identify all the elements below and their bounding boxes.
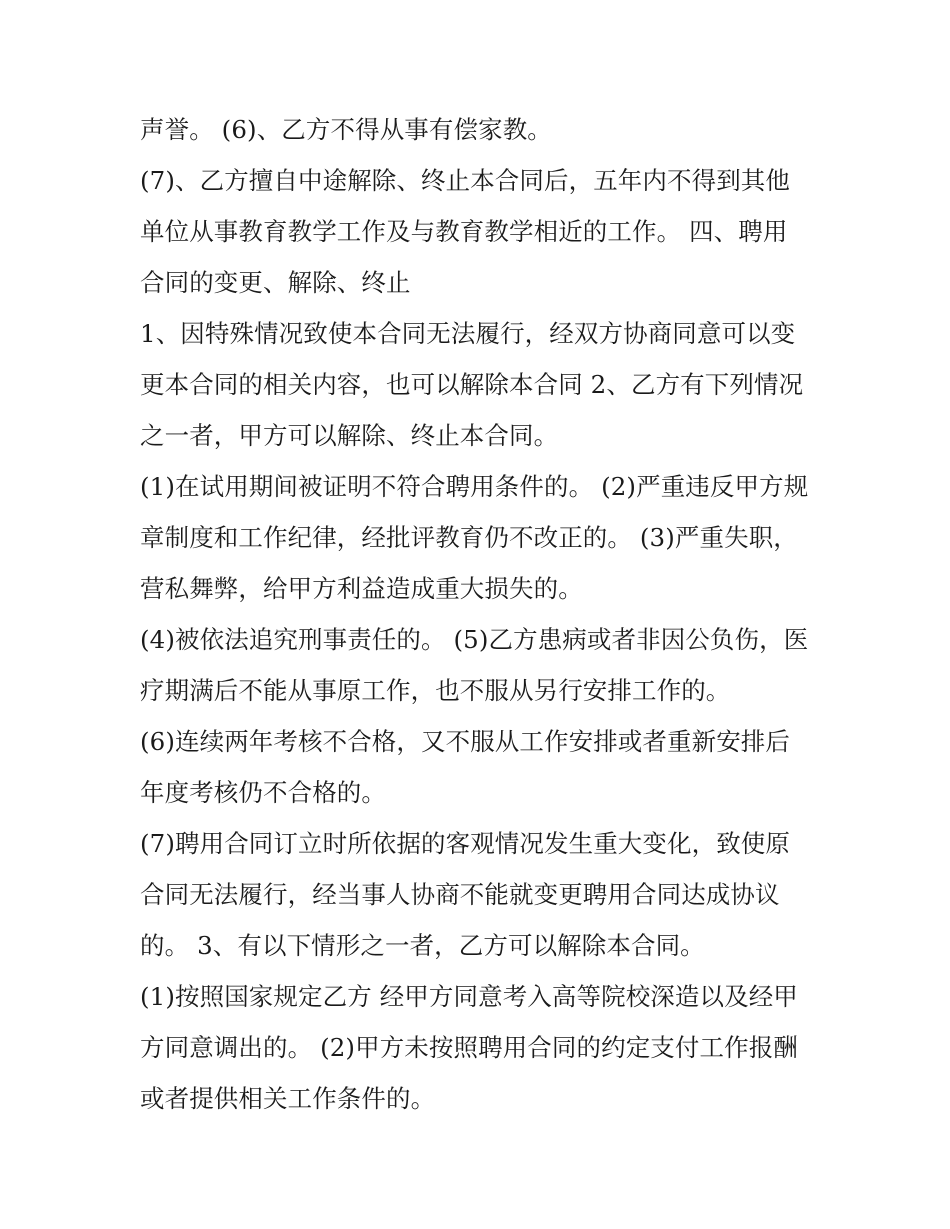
text-line: 营私舞弊，给甲方利益造成重大损失的。 bbox=[140, 574, 583, 603]
text-line: 方同意调出的。 (2)甲方未按照聘用合同的约定支付工作报酬 bbox=[140, 1033, 798, 1062]
text-line: 章制度和工作纪律，经批评教育仍不改正的。 (3)严重失职， bbox=[140, 523, 798, 552]
text-line: 合同无法履行，经当事人协商不能就变更聘用合同达成协议 bbox=[140, 880, 780, 909]
text-line: 疗期满后不能从事原工作，也不服从另行安排工作的。 bbox=[140, 676, 731, 705]
text-line: (1)按照国家规定乙方 经甲方同意考入高等院校深造以及经甲 bbox=[140, 982, 798, 1011]
text-line: (7)、乙方擅自中途解除、终止本合同后，五年内不得到其他 bbox=[140, 166, 791, 195]
text-line: 之一者，甲方可以解除、终止本合同。 bbox=[140, 421, 559, 450]
text-line: 或者提供相关工作条件的。 bbox=[140, 1084, 436, 1113]
text-line: (1)在试用期间被证明不符合聘用条件的。 (2)严重违反甲方规 bbox=[140, 472, 809, 501]
text-line: 的。 3、有以下情形之一者，乙方可以解除本合同。 bbox=[140, 931, 705, 960]
text-line: 单位从事教育教学工作及与教育教学相近的工作。 四、聘用 bbox=[140, 217, 788, 246]
text-line: 声誉。 (6)、乙方不得从事有偿家教。 bbox=[140, 115, 552, 144]
text-line: 年度考核仍不合格的。 bbox=[140, 778, 386, 807]
text-line: 合同的变更、解除、终止 bbox=[140, 268, 411, 297]
text-line: (6)连续两年考核不合格，又不服从工作安排或者重新安排后 bbox=[140, 727, 791, 756]
text-line: 1、因特殊情况致使本合同无法履行，经双方协商同意可以变 bbox=[140, 319, 796, 348]
text-line: (7)聘用合同订立时所依据的客观情况发生重大变化，致使原 bbox=[140, 829, 791, 858]
text-line: 更本合同的相关内容，也可以解除本合同 2、乙方有下列情况 bbox=[140, 370, 804, 399]
text-line: (4)被依法追究刑事责任的。 (5)乙方患病或者非因公负伤，医 bbox=[140, 625, 809, 654]
